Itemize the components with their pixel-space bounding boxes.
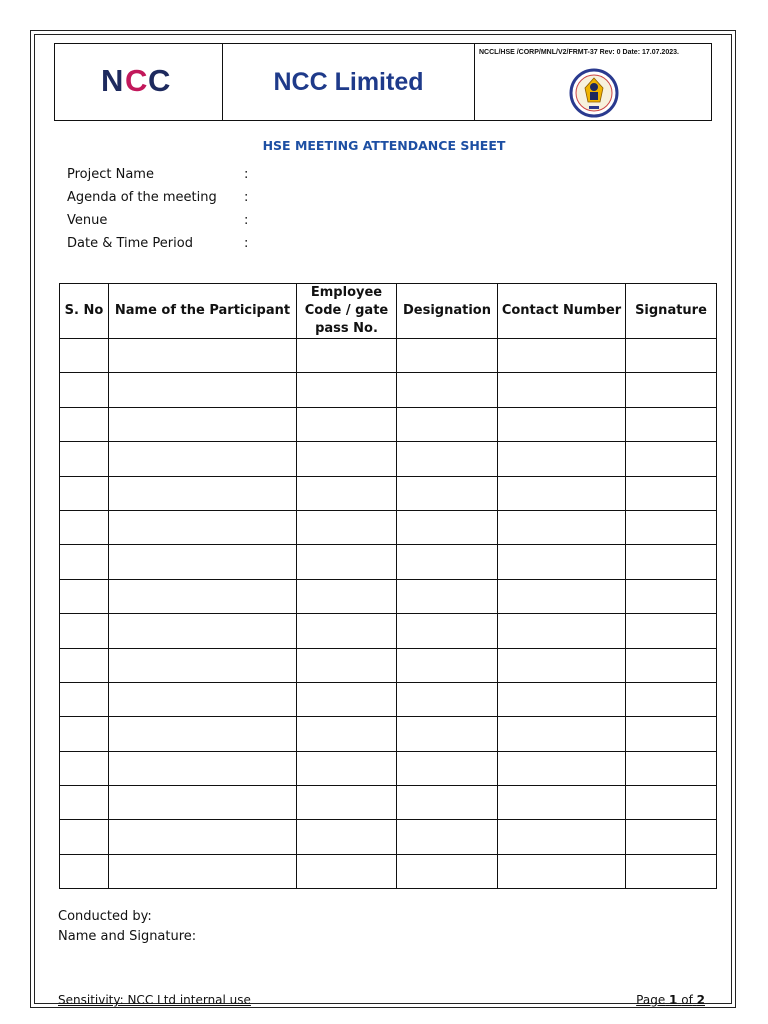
- table-row: [60, 476, 717, 510]
- table-cell[interactable]: [626, 648, 717, 682]
- table-cell[interactable]: [60, 717, 109, 751]
- table-cell[interactable]: [626, 339, 717, 373]
- table-row: [60, 339, 717, 373]
- table-cell[interactable]: [109, 854, 297, 888]
- table-cell[interactable]: [498, 373, 626, 407]
- table-cell[interactable]: [397, 717, 498, 751]
- table-row: [60, 545, 717, 579]
- column-header: Name of the Participant: [109, 284, 297, 339]
- table-cell[interactable]: [109, 751, 297, 785]
- table-row: [60, 407, 717, 441]
- svg-text:N: N: [100, 63, 123, 98]
- info-venue: [67, 212, 249, 230]
- table-cell[interactable]: [498, 442, 626, 476]
- table-row: [60, 854, 717, 888]
- table-cell[interactable]: [297, 373, 397, 407]
- table-cell[interactable]: [109, 339, 297, 373]
- table-cell[interactable]: [626, 579, 717, 613]
- table-cell[interactable]: [397, 407, 498, 441]
- table-cell[interactable]: [297, 820, 397, 854]
- table-cell[interactable]: [498, 717, 626, 751]
- table-cell[interactable]: [297, 579, 397, 613]
- page-number: [636, 993, 705, 1007]
- colon: :: [244, 167, 249, 182]
- date-time-label: Date & Time Period: [67, 236, 193, 251]
- page-total: 2: [696, 993, 705, 1007]
- table-row: [60, 820, 717, 854]
- document-code: NCCL/HSE /CORP/MNL/V2/FRMT-37 Rev: 0 Date: 17.07.2023.: [479, 49, 679, 56]
- table-cell[interactable]: [109, 545, 297, 579]
- table-cell[interactable]: [297, 545, 397, 579]
- table-cell[interactable]: [60, 510, 109, 544]
- table-cell[interactable]: [498, 579, 626, 613]
- table-row: [60, 648, 717, 682]
- table-cell[interactable]: [60, 854, 109, 888]
- table-row: [60, 579, 717, 613]
- column-header: S. No: [60, 284, 109, 339]
- ncc-logo: [99, 62, 179, 98]
- table-cell[interactable]: [498, 786, 626, 820]
- company-cell: [223, 44, 475, 121]
- table-cell[interactable]: [109, 682, 297, 716]
- logo-cell: [55, 44, 223, 121]
- svg-text:C: C: [124, 63, 147, 98]
- table-cell[interactable]: [397, 751, 498, 785]
- table-cell[interactable]: [60, 682, 109, 716]
- table-cell[interactable]: [498, 682, 626, 716]
- table-cell[interactable]: [60, 786, 109, 820]
- table-row: [60, 751, 717, 785]
- colon: :: [244, 213, 249, 228]
- project-name-label: Project Name: [67, 167, 154, 182]
- table-cell[interactable]: [626, 545, 717, 579]
- table-cell[interactable]: [626, 442, 717, 476]
- table-cell[interactable]: [626, 407, 717, 441]
- column-header: Contact Number: [498, 284, 626, 339]
- table-cell[interactable]: [397, 820, 498, 854]
- table-cell[interactable]: [297, 854, 397, 888]
- table-cell[interactable]: [397, 373, 498, 407]
- column-header: Designation: [397, 284, 498, 339]
- table-cell[interactable]: [297, 751, 397, 785]
- table-cell[interactable]: [626, 614, 717, 648]
- venue-label: Venue: [67, 213, 108, 228]
- sheet-title: HSE MEETING ATTENDANCE SHEET: [262, 138, 506, 153]
- column-header: Employee Code / gate pass No.: [297, 284, 397, 339]
- table-cell[interactable]: [60, 339, 109, 373]
- table-cell[interactable]: [297, 407, 397, 441]
- table-cell[interactable]: [109, 786, 297, 820]
- table-row: [60, 373, 717, 407]
- table-row: [60, 442, 717, 476]
- table-cell[interactable]: [109, 579, 297, 613]
- colon: :: [244, 236, 249, 251]
- table-row: [60, 510, 717, 544]
- table-cell[interactable]: [498, 820, 626, 854]
- table-cell[interactable]: [498, 476, 626, 510]
- table-cell[interactable]: [60, 614, 109, 648]
- table-cell[interactable]: [297, 682, 397, 716]
- colon: :: [244, 190, 249, 205]
- page-label: Page: [636, 993, 666, 1007]
- table-cell[interactable]: [397, 442, 498, 476]
- table-cell[interactable]: [626, 373, 717, 407]
- name-signature-label: Name and Signature:: [58, 929, 197, 944]
- table-cell[interactable]: [109, 717, 297, 751]
- table-cell[interactable]: [297, 786, 397, 820]
- table-cell[interactable]: [60, 579, 109, 613]
- table-cell[interactable]: [397, 579, 498, 613]
- table-cell[interactable]: [626, 751, 717, 785]
- table-body: [60, 339, 717, 889]
- sensitivity-label: Sensitivity: NCC Ltd internal use: [58, 993, 251, 1007]
- table-cell[interactable]: [397, 854, 498, 888]
- column-header: Signature: [626, 284, 717, 339]
- table-cell[interactable]: [60, 407, 109, 441]
- table-cell[interactable]: [498, 407, 626, 441]
- table-cell[interactable]: [109, 373, 297, 407]
- svg-text:C: C: [147, 63, 170, 98]
- table-row: [60, 614, 717, 648]
- table-row: [60, 682, 717, 716]
- page-of: of: [681, 993, 693, 1007]
- table-cell[interactable]: [297, 614, 397, 648]
- document-header: [54, 43, 712, 121]
- table-cell[interactable]: [397, 648, 498, 682]
- table-row: [60, 786, 717, 820]
- table-cell[interactable]: [626, 682, 717, 716]
- table-cell[interactable]: [397, 339, 498, 373]
- table-cell[interactable]: [109, 407, 297, 441]
- table-cell[interactable]: [109, 648, 297, 682]
- table-cell[interactable]: [297, 510, 397, 544]
- table-cell[interactable]: [397, 786, 498, 820]
- company-name: NCC Limited: [273, 67, 424, 96]
- table-cell[interactable]: [626, 717, 717, 751]
- table-cell[interactable]: [397, 682, 498, 716]
- table-cell[interactable]: [60, 476, 109, 510]
- table-row: [60, 717, 717, 751]
- agenda-label: Agenda of the meeting: [67, 190, 217, 205]
- table-cell[interactable]: [498, 614, 626, 648]
- table-cell[interactable]: [498, 339, 626, 373]
- table-cell[interactable]: [60, 442, 109, 476]
- table-cell[interactable]: [626, 476, 717, 510]
- table-cell[interactable]: [498, 854, 626, 888]
- table-cell[interactable]: [297, 476, 397, 510]
- info-agenda: [67, 189, 249, 207]
- safety-seal-icon: [569, 68, 619, 118]
- table-cell[interactable]: [60, 648, 109, 682]
- table-cell[interactable]: [60, 373, 109, 407]
- table-cell[interactable]: [498, 648, 626, 682]
- table-cell[interactable]: [109, 476, 297, 510]
- table-cell[interactable]: [397, 510, 498, 544]
- table-cell[interactable]: [498, 751, 626, 785]
- table-cell[interactable]: [626, 854, 717, 888]
- conducted-by-label: Conducted by:: [58, 909, 152, 924]
- info-date-time: [67, 235, 249, 253]
- table-cell[interactable]: [109, 820, 297, 854]
- table-cell[interactable]: [60, 751, 109, 785]
- table-cell[interactable]: [397, 545, 498, 579]
- table-cell[interactable]: [297, 339, 397, 373]
- table-cell[interactable]: [626, 786, 717, 820]
- info-project-name: [67, 166, 249, 184]
- table-cell[interactable]: [109, 510, 297, 544]
- table-cell[interactable]: [109, 614, 297, 648]
- doc-info-cell: [475, 44, 712, 121]
- table-cell[interactable]: [498, 510, 626, 544]
- table-cell[interactable]: [297, 717, 397, 751]
- table-cell[interactable]: [626, 820, 717, 854]
- table-cell[interactable]: [109, 442, 297, 476]
- table-header-row: [60, 284, 717, 339]
- table-cell[interactable]: [297, 442, 397, 476]
- table-cell[interactable]: [297, 648, 397, 682]
- table-cell[interactable]: [397, 476, 498, 510]
- table-cell[interactable]: [626, 510, 717, 544]
- table-cell[interactable]: [498, 545, 626, 579]
- table-cell[interactable]: [397, 614, 498, 648]
- table-cell[interactable]: [60, 545, 109, 579]
- attendance-table: [59, 283, 717, 889]
- table-cell[interactable]: [60, 820, 109, 854]
- page-current: 1: [669, 993, 678, 1007]
